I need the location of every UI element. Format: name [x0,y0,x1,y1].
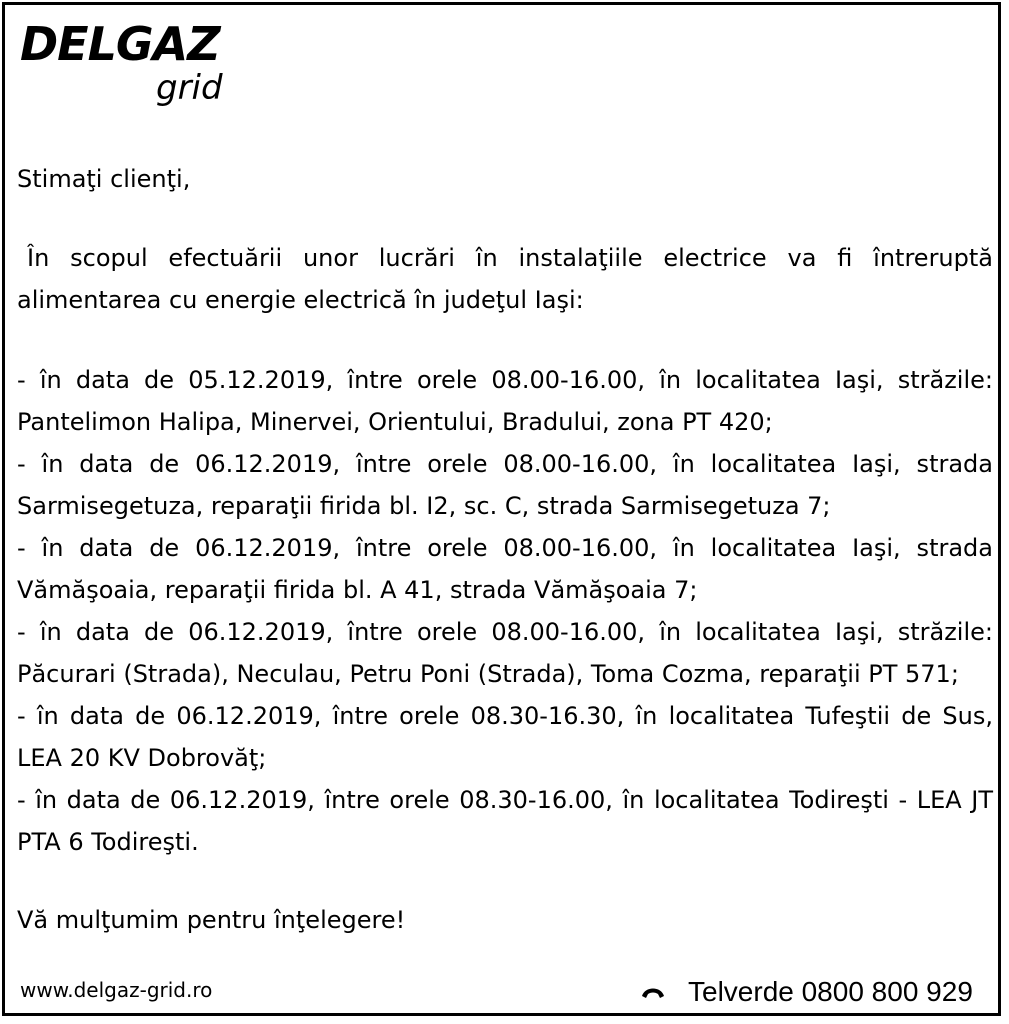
phone-icon [640,984,666,1000]
website-url[interactable]: www.delgaz-grid.ro [20,978,213,1002]
outage-item: - în data de 06.12.2019, între orele 08.00-16.00, în localitatea Iaşi, străzile: Păcurari (Strada), Neculau, Petru Poni (Strada), Toma Cozma, reparaţii PT 571; [17,618,993,688]
outage-item: - în data de 05.12.2019, între orele 08.00-16.00, în localitatea Iaşi, străzile: Pantelimon Halipa, Minervei, Orientului, Bradului, zona PT 420; [17,366,993,436]
salutation: Stimaţi clienţi, [17,165,191,193]
logo-subtitle: grid [156,68,223,108]
outage-item: - în data de 06.12.2019, între orele 08.00-16.00, în localitatea Iaşi, strada Sarmisegetuza, reparaţii firida bl. I2, sc. C, strada Sarmisegetuza 7; [17,450,993,520]
outage-item: - în data de 06.12.2019, între orele 08.00-16.00, în localitatea Iaşi, strada Vămăşoaia, reparaţii firida bl. A 41, strada Vămăşoaia 7; [17,534,993,604]
outage-item: - în data de 06.12.2019, între orele 08.30-16.30, în localitatea Tufeştii de Sus, LEA 20 KV Dobrovăţ; [17,702,993,772]
outage-item: - în data de 06.12.2019, între orele 08.30-16.00, în localitatea Todireşti - LEA JT PTA 6 Todireşti. [17,786,993,856]
logo-wordmark: DELGAZ [20,17,220,71]
outage-list [17,359,993,863]
phone-number: Telverde 0800 800 929 [688,976,973,1007]
notice-body [17,158,993,941]
thanks-line: Vă mulţumim pentru înţelegere! [17,906,406,934]
phone-contact [640,974,973,1010]
intro-paragraph: În scopul efectuării unor lucrări în instalaţiile electrice va fi întreruptă alimentarea cu energie electrică în judeţul Iaşi: [17,244,993,314]
delgaz-grid-logo [20,18,260,110]
